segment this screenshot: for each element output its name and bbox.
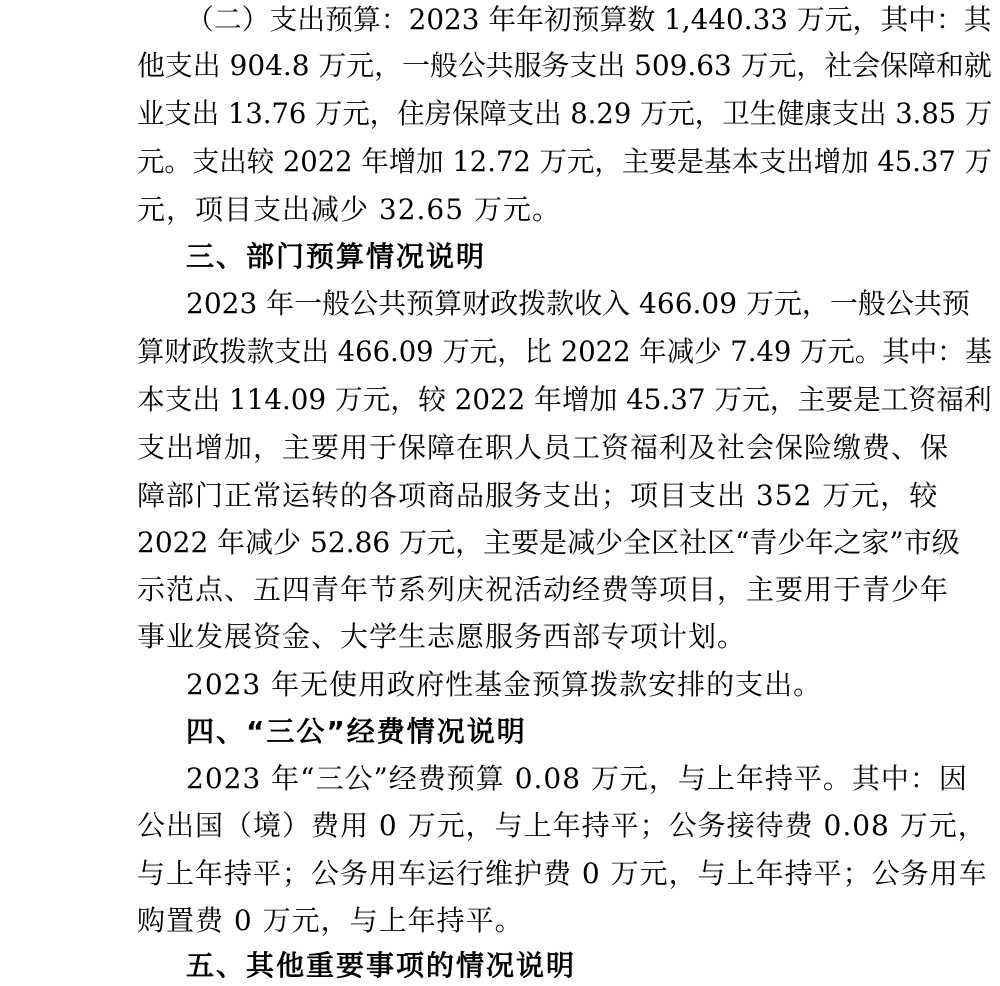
paragraph-department-budget-line-8: 事业发展资金、大学生志愿服务西部专项计划。 — [137, 620, 747, 653]
paragraph-expenditure-budget-line-2: 他支出 904.8 万元，一般公共服务支出 509.63 万元，社会保障和就 — [137, 49, 992, 82]
paragraph-expenditure-budget-line-1: （二）支出预算：2023 年年初预算数 1,440.33 万元，其中：其 — [186, 3, 992, 36]
paragraph-department-budget-line-1: 2023 年一般公共预算财政拨款收入 466.09 万元，一般公共预 — [186, 287, 970, 320]
paragraph-expenditure-budget-line-5: 元，项目支出减少 32.65 万元。 — [137, 193, 561, 226]
paragraph-department-budget-line-7: 示范点、五四青年节系列庆祝活动经费等项目，主要用于青少年 — [137, 573, 950, 606]
paragraph-three-public-expenses-line-3: 与上年持平；公务用车运行维护费 0 万元，与上年持平；公务用车 — [137, 857, 988, 890]
paragraph-expenditure-budget-line-4: 元。支出较 2022 年增加 12.72 万元，主要是基本支出增加 45.37 万 — [137, 145, 993, 178]
paragraph-three-public-expenses-line-4: 购置费 0 万元，与上年持平。 — [137, 904, 524, 937]
section-heading-department-budget: 三、部门预算情况说明 — [186, 240, 487, 273]
paragraph-department-budget-line-4: 支出增加，主要用于保障在职人员工资福利及社会保险缴费、保 — [137, 431, 950, 464]
paragraph-department-budget-line-2: 算财政拨款支出 466.09 万元，比 2022 年减少 7.49 万元。其中：基 — [137, 335, 993, 368]
section-heading-other-matters: 五、其他重要事项的情况说明 — [186, 949, 577, 982]
paragraph-department-budget-line-5: 障部门正常运转的各项商品服务支出；项目支出 352 万元，较 — [137, 479, 939, 512]
section-heading-three-public-expenses: 四、“三公”经费情况说明 — [186, 715, 527, 748]
paragraph-three-public-expenses-line-1: 2023 年“三公”经费预算 0.08 万元，与上年持平。其中：因 — [186, 762, 968, 795]
paragraph-department-budget-line-3: 本支出 114.09 万元，较 2022 年增加 45.37 万元，主要是工资福利 — [137, 383, 992, 416]
paragraph-three-public-expenses-line-2: 公出国（境）费用 0 万元，与上年持平；公务接待费 0.08 万元， — [137, 809, 987, 842]
paragraph-expenditure-budget-line-3: 业支出 13.76 万元，住房保障支出 8.29 万元，卫生健康支出 3.85 万 — [137, 97, 993, 130]
paragraph-government-fund: 2023 年无使用政府性基金预算拨款安排的支出。 — [186, 668, 823, 701]
paragraph-department-budget-line-6: 2022 年减少 52.86 万元，主要是减少全区社区“青少年之家”市级 — [137, 526, 960, 559]
